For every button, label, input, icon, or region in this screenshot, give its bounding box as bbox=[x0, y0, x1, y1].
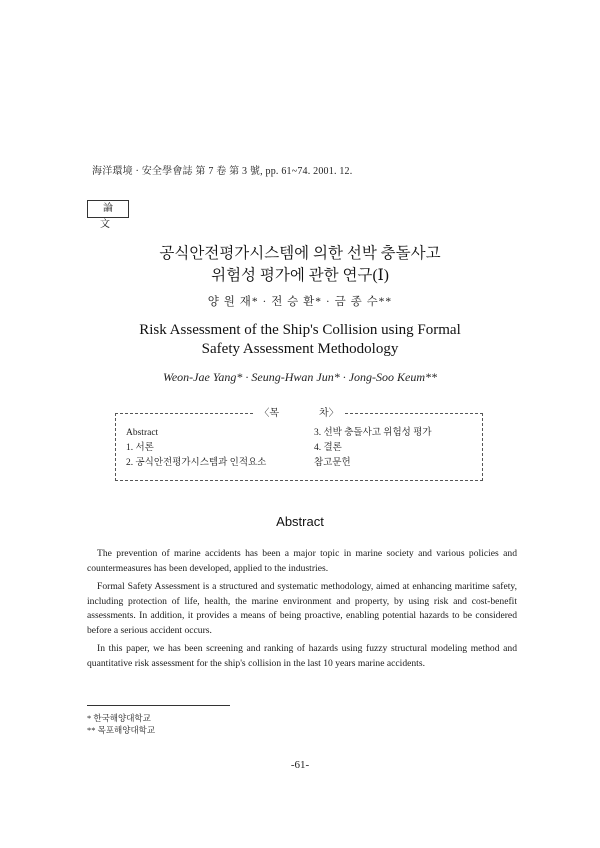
section-label: 論 文 bbox=[87, 200, 129, 218]
table-of-contents bbox=[115, 408, 483, 481]
english-title-line-2: Safety Assessment Methodology bbox=[201, 341, 399, 357]
english-title-line-1: Risk Assessment of the Ship's Collision using Formal bbox=[139, 322, 461, 338]
korean-title-line-2: 위험성 평가에 관한 연구(Ⅰ) bbox=[211, 267, 389, 284]
toc-item: 3. 선박 충돌사고 위험성 평가 bbox=[314, 428, 432, 438]
english-title bbox=[0, 321, 600, 359]
page-number: -61- bbox=[290, 759, 310, 771]
toc-item: 4. 결론 bbox=[314, 443, 342, 453]
korean-title-line-1: 공식안전평가시스템에 의한 선박 충돌사고 bbox=[159, 245, 441, 262]
journal-citation: 海洋環境 · 安全學會誌 第 7 卷 第 3 號, pp. 61~74. 2001. 12. bbox=[92, 166, 353, 177]
toc-right-column bbox=[314, 426, 432, 471]
abstract-paragraph: Formal Safety Assessment is a structured and systematic methodology, aimed at enhancing maritime safety, including protection of life, health, the marine environment and property, by using risk and cost-benefit assessments. In addition, it provides a means of being proactive, enabling potential hazards to be considered before a serious accident occurs. bbox=[87, 581, 517, 636]
korean-authors: 양 원 재* · 전 승 환* · 금 종 수** bbox=[207, 296, 393, 308]
footnote-affiliation-2: ** 목포해양대학교 bbox=[87, 725, 156, 735]
abstract-paragraph: In this paper, we has been screening and ranking of hazards using fuzzy structural modeling method and quantitative risk assessment for the ship's collision in the last 10 years marine accidents. bbox=[87, 643, 517, 669]
abstract-heading: Abstract bbox=[276, 514, 324, 529]
toc-item: 2. 공식안전평가시스템과 인적요소 bbox=[126, 458, 267, 468]
toc-title: 〈목 차〉 bbox=[253, 408, 344, 419]
footnote-affiliation-1: * 한국해양대학교 bbox=[87, 713, 151, 723]
toc-item: Abstract bbox=[126, 428, 159, 438]
toc-item: 참고문헌 bbox=[314, 458, 351, 468]
korean-title bbox=[0, 243, 600, 287]
footnote-divider bbox=[87, 705, 230, 706]
abstract-paragraph: The prevention of marine accidents has been a major topic in marine society and various policies and countermeasures has been developed, applied to the industries. bbox=[87, 548, 517, 574]
footnotes bbox=[87, 712, 155, 736]
english-authors: Weon-Jae Yang* · Seung-Hwan Jun* · Jong-Soo Keum** bbox=[162, 370, 438, 384]
toc-item: 1. 서론 bbox=[126, 443, 154, 453]
abstract-body bbox=[87, 547, 517, 675]
toc-left-column bbox=[126, 426, 266, 471]
